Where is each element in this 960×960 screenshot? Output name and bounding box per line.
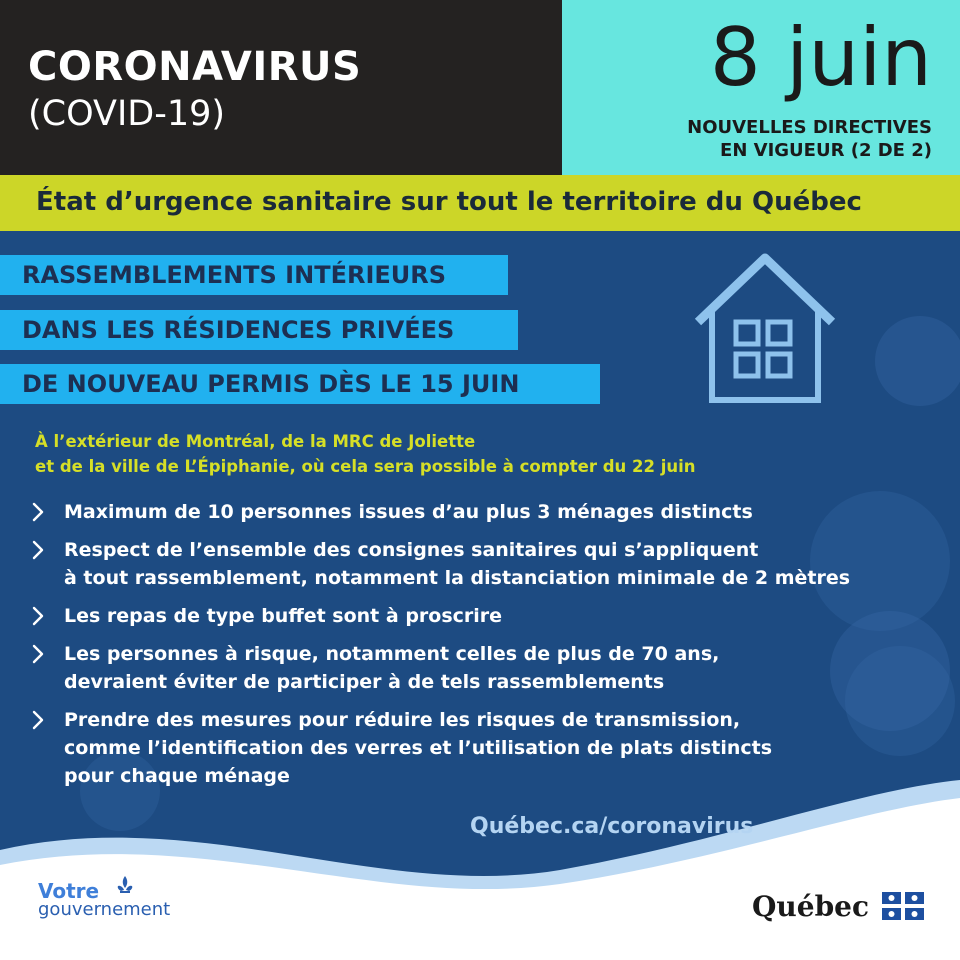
header-right-panel xyxy=(562,0,960,175)
highlight-line-3: DE NOUVEAU PERMIS DÈS LE 15 JUIN xyxy=(0,364,600,404)
bullet-item xyxy=(32,640,932,696)
header-subtitle: (COVID-19) xyxy=(28,94,226,134)
bullet-text-line: pour chaque ménage xyxy=(64,765,290,787)
chevron-right-icon xyxy=(32,644,44,664)
chevron-right-icon xyxy=(32,502,44,522)
chevron-right-icon xyxy=(32,710,44,730)
bullet-text-line: devraient éviter de participer à de tels rassemblements xyxy=(64,671,665,693)
date-label: 8 juin xyxy=(709,11,932,104)
fleur-de-lis-icon xyxy=(117,876,133,898)
bullet-text-line: Les repas de type buffet sont à proscrire xyxy=(64,605,503,627)
exception-line1: À l’extérieur de Montréal, de la MRC de Joliette xyxy=(35,432,476,451)
gouvernement-label: gouvernement xyxy=(38,899,171,920)
header-left-panel xyxy=(0,0,562,175)
bullet-list xyxy=(32,498,932,800)
directives-line2: EN VIGUEUR (2 DE 2) xyxy=(720,140,932,162)
header-title: CORONAVIRUS xyxy=(28,44,362,90)
directives-line1: NOUVELLES DIRECTIVES xyxy=(687,117,932,138)
website-link[interactable]: Québec.ca/coronavirus xyxy=(470,814,754,839)
bullet-text-line: comme l’identification des verres et l’utilisation de plats distincts xyxy=(64,737,773,759)
chevron-right-icon xyxy=(32,606,44,626)
highlight-line-2: DANS LES RÉSIDENCES PRIVÉES xyxy=(0,310,518,350)
chevron-right-icon xyxy=(32,540,44,560)
quebec-flag-icon xyxy=(882,892,924,920)
house-icon xyxy=(690,250,840,410)
votre-label: Votre xyxy=(38,879,100,903)
bullet-text-line: à tout rassemblement, notamment la distanciation minimale de 2 mètres xyxy=(64,567,851,589)
bullet-item xyxy=(32,498,932,526)
bullet-item xyxy=(32,706,932,790)
bullet-text-line: Maximum de 10 personnes issues d’au plus 3 ménages distincts xyxy=(64,501,753,523)
exception-note xyxy=(35,430,696,480)
directives-label xyxy=(572,116,932,163)
bullet-item xyxy=(32,602,932,630)
exception-line2: et de la ville de L’Épiphanie, où cela sera possible à compter du 22 juin xyxy=(35,456,696,476)
bullet-text-line: Respect de l’ensemble des consignes sanitaires qui s’appliquent xyxy=(64,539,759,561)
footer-wave xyxy=(0,780,960,960)
bullet-text-line: Prendre des mesures pour réduire les risques de transmission, xyxy=(64,709,741,731)
bullet-item xyxy=(32,536,932,592)
bullet-text-line: Les personnes à risque, notamment celles de plus de 70 ans, xyxy=(64,643,720,665)
emergency-band xyxy=(0,175,960,231)
emergency-band-text: État d’urgence sanitaire sur tout le territoire du Québec xyxy=(36,187,862,217)
quebec-wordmark: Québec xyxy=(752,890,870,923)
highlight-line-1: RASSEMBLEMENTS INTÉRIEURS xyxy=(0,255,508,295)
